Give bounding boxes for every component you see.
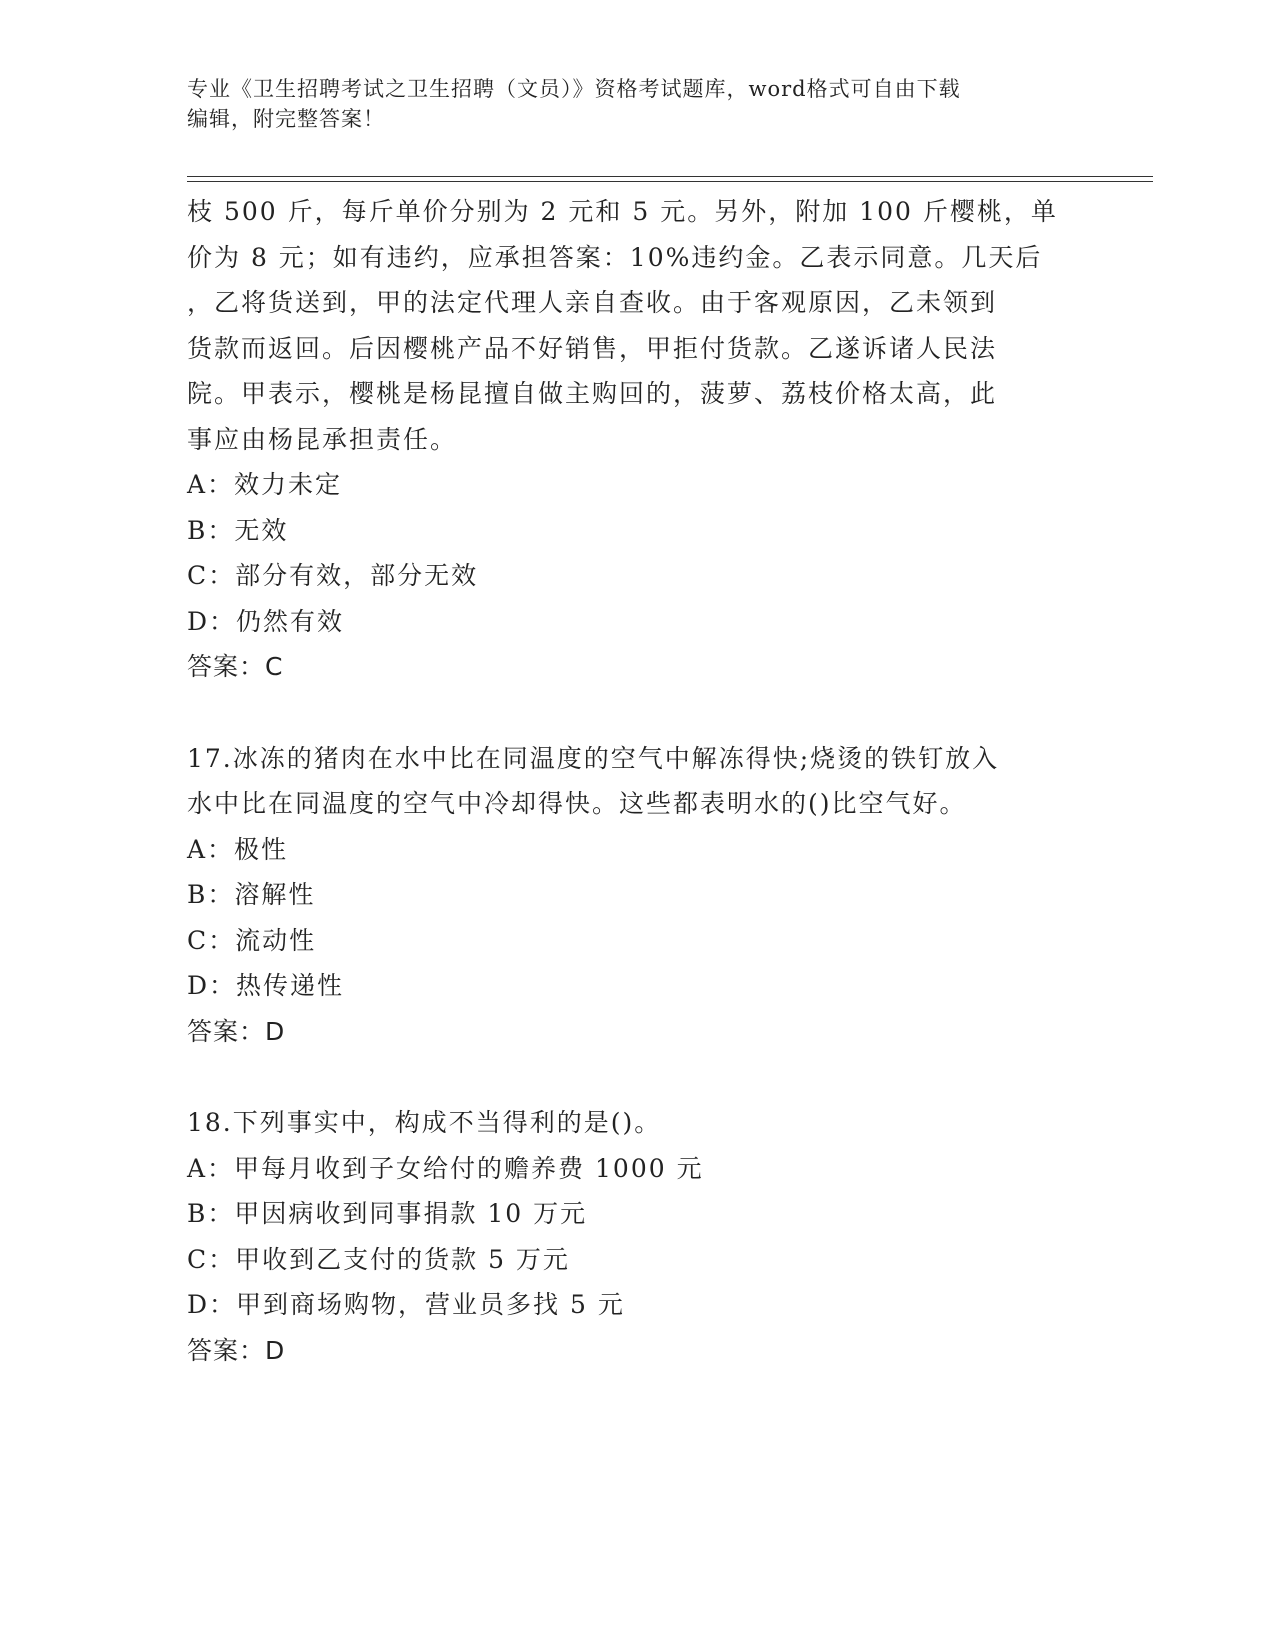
header-divider-top: [187, 176, 1153, 177]
option-d: D：热传递性: [187, 971, 345, 1000]
option-b: B：溶解性: [187, 880, 316, 909]
question-stem-line: 枝 500 斤，每斤单价分别为 2 元和 5 元。另外，附加 100 斤樱桃，单: [187, 197, 1058, 226]
question-17: [187, 736, 1067, 1055]
option-c: C：流动性: [187, 925, 317, 955]
header-divider-bottom: [187, 181, 1153, 182]
question-stem-line: 院。甲表示，樱桃是杨昆擅自做主购回的，菠萝、荔枝价格太高，此: [187, 379, 998, 408]
option-b: B：无效: [187, 515, 289, 545]
question-16-continued: [187, 189, 1067, 690]
question-stem-line: 价为 8 元；如有违约，应承担答案：10%违约金。乙表示同意。几天后: [187, 242, 1043, 272]
option-a: A：效力未定: [187, 470, 343, 499]
question-stem-line: 18.下列事实中，构成不当得利的是()。: [187, 1108, 662, 1137]
option-d: D：甲到商场购物，营业员多找 5 元: [187, 1290, 625, 1319]
option-c: C：部分有效，部分无效: [187, 561, 479, 590]
answer-line: 答案：D: [187, 1016, 286, 1046]
question-stem-line: 事应由杨昆承担责任。: [187, 424, 458, 454]
option-b: B：甲因病收到同事捐款 10 万元: [187, 1199, 588, 1228]
header-line-2: 编辑，附完整答案！: [187, 107, 385, 131]
question-stem-line: ，乙将货送到，甲的法定代理人亲自查收。由于客观原因，乙未领到: [187, 288, 998, 317]
option-d: D：仍然有效: [187, 606, 345, 636]
document-header: [187, 74, 1087, 134]
header-line-1: 专业《卫生招聘考试之卫生招聘（文员）》资格考试题库，word格式可自由下载: [187, 77, 961, 101]
answer-line: 答案：D: [187, 1335, 286, 1365]
question-stem-line: 17.冰冻的猪肉在水中比在同温度的空气中解冻得快;烧烫的铁钉放入: [187, 743, 1000, 773]
question-18: [187, 1100, 1067, 1373]
question-stem-line: 货款而返回。后因樱桃产品不好销售，甲拒付货款。乙遂诉诸人民法: [187, 333, 998, 363]
question-list: [187, 189, 1067, 1373]
option-a: A：极性: [187, 834, 289, 864]
option-c: C：甲收到乙支付的货款 5 万元: [187, 1244, 570, 1274]
option-a: A：甲每月收到子女给付的赡养费 1000 元: [187, 1153, 704, 1183]
question-stem-line: 水中比在同温度的空气中冷却得快。这些都表明水的()比空气好。: [187, 789, 967, 818]
answer-line: 答案：C: [187, 652, 284, 681]
